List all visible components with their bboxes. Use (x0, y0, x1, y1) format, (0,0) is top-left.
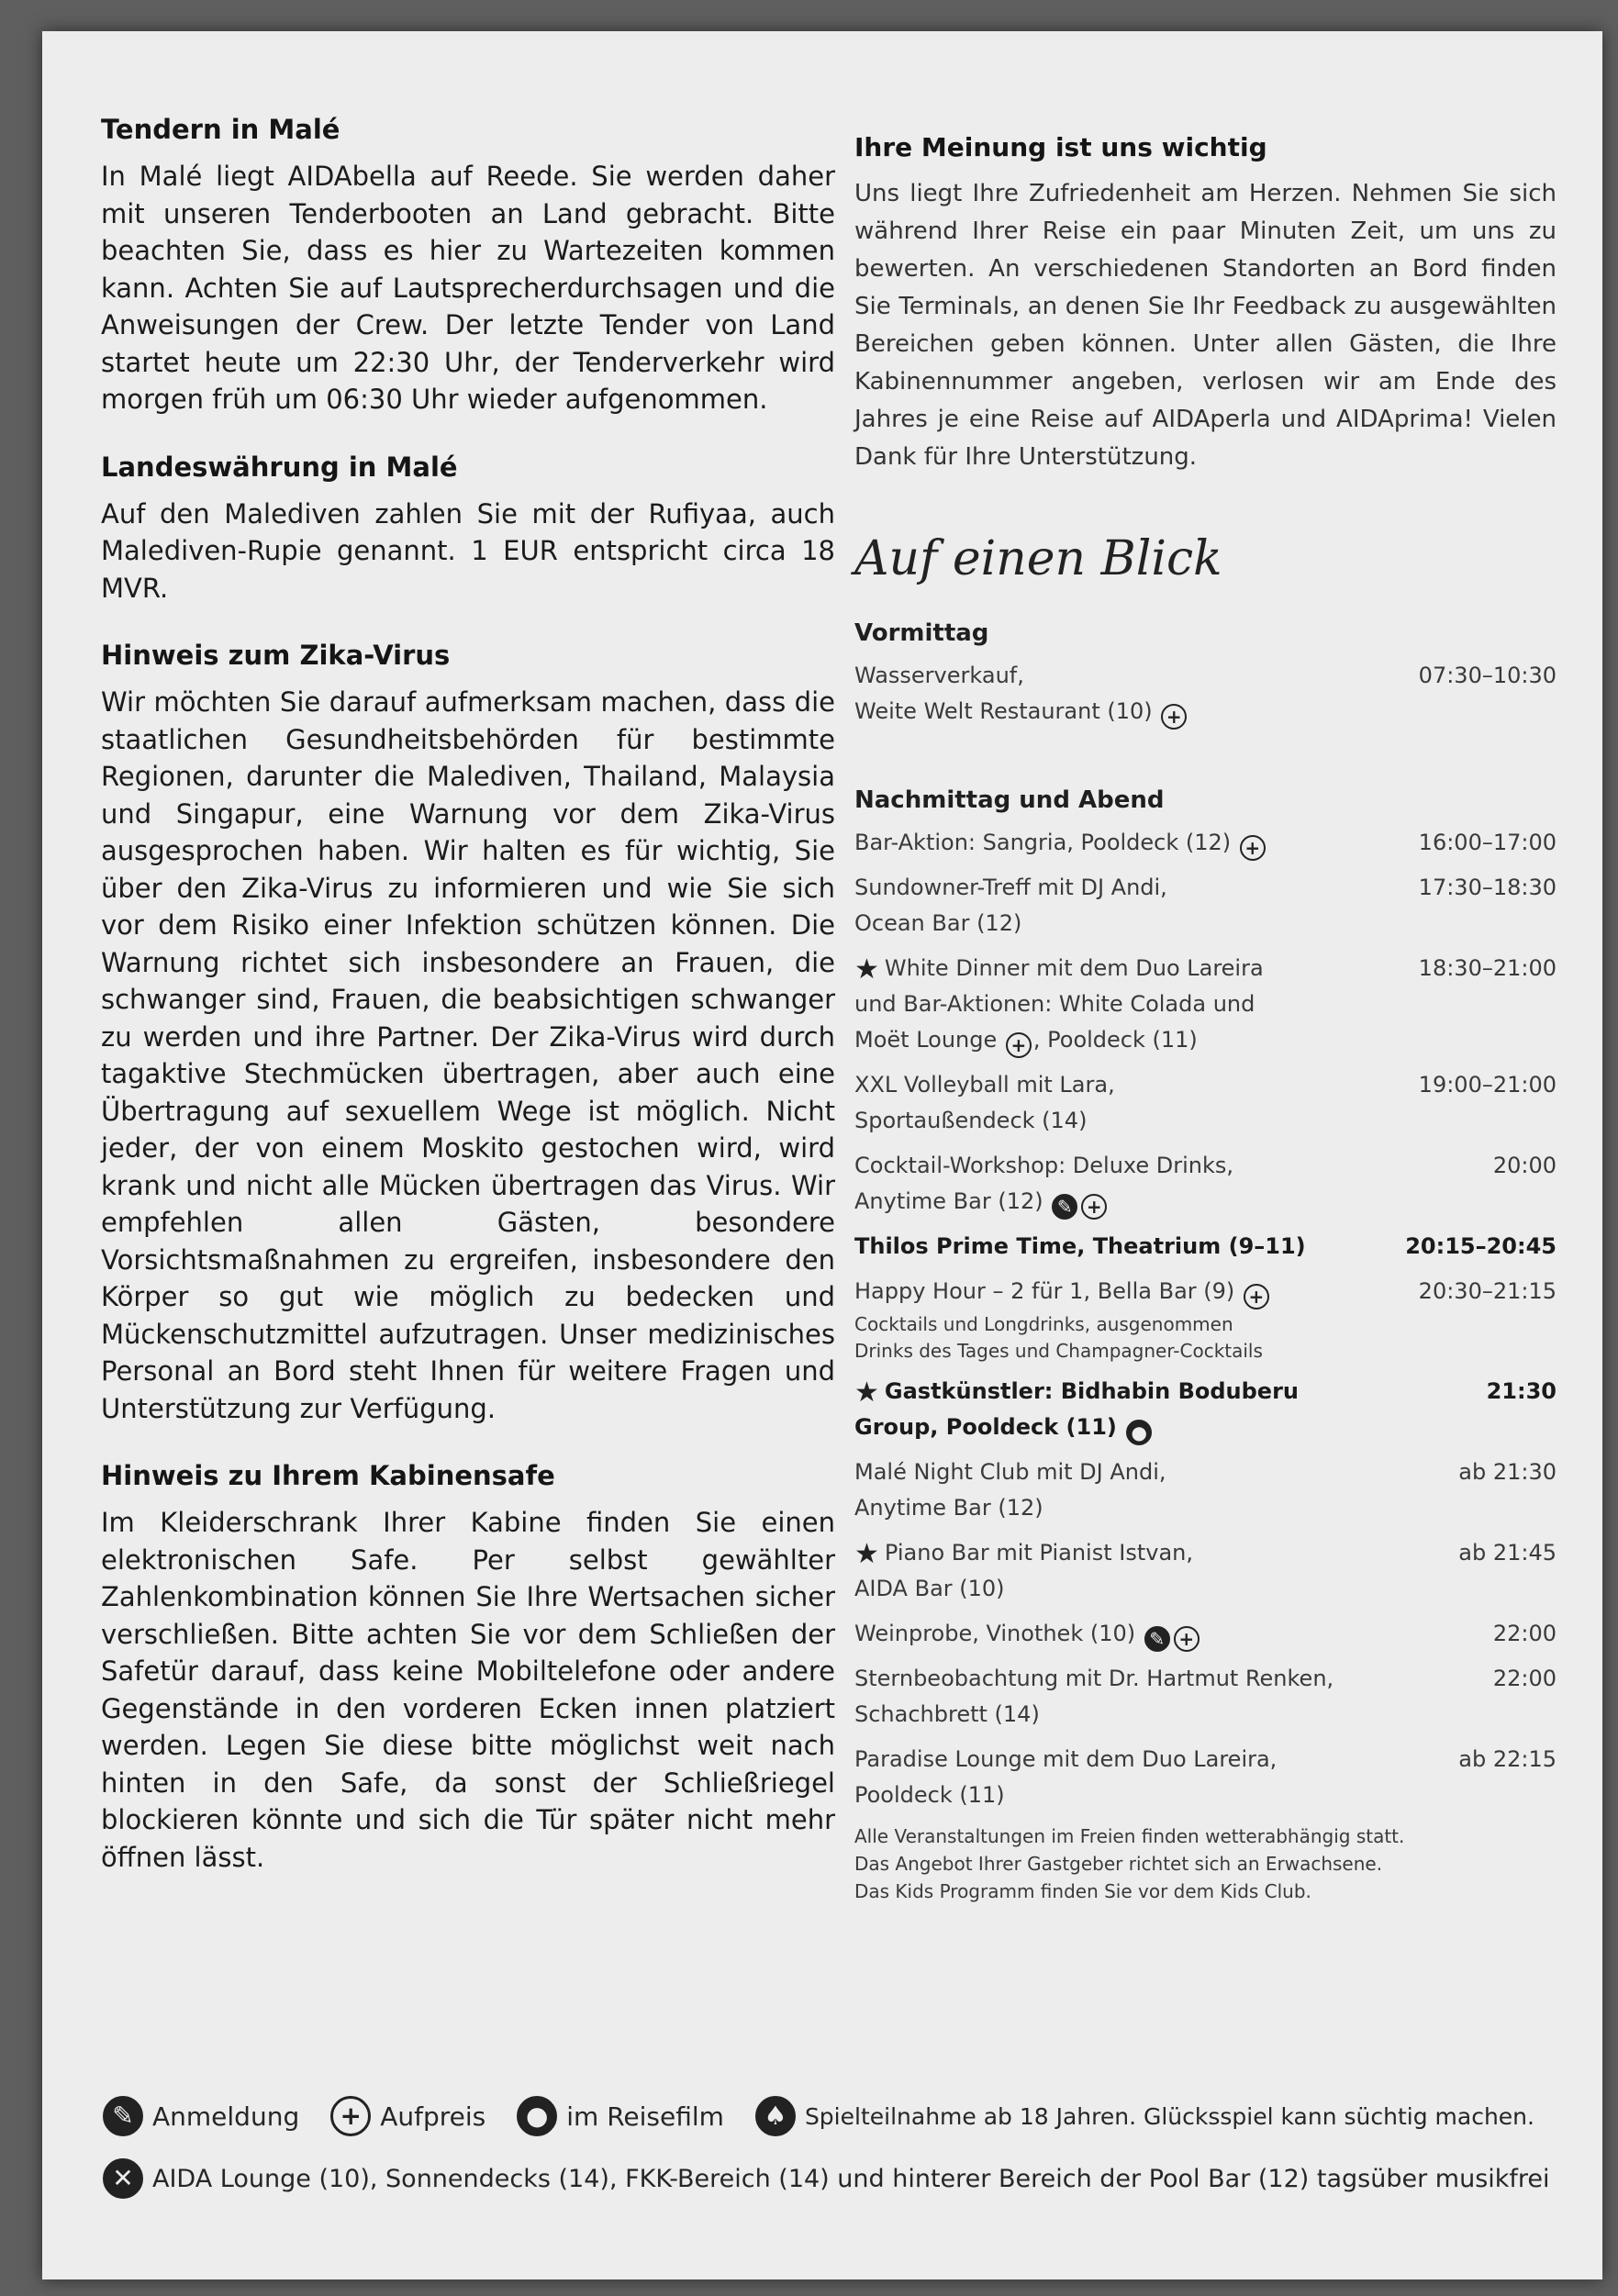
left-column (101, 114, 835, 1909)
event-time: 21:30 (1486, 1378, 1557, 1404)
section-waehrung (101, 451, 835, 607)
plus-circle-icon: + (1174, 1626, 1200, 1652)
star-icon: ★ (854, 1538, 879, 1570)
event-name: Paradise Lounge mit dem Duo Lareira, (854, 1746, 1278, 1772)
legend-item (753, 2096, 1534, 2136)
section-heading: Ihre Meinung ist uns wichtig (854, 132, 1267, 162)
event-name: Thilos Prime Time, Theatrium (9–11) (854, 1233, 1306, 1259)
event-time: 07:30–10:30 (1418, 663, 1557, 688)
section-text: Im Kleiderschrank Ihrer Kabine finden Sie einen elektronischen Safe. Per selbst gewählter Zahlenkombination können Sie Ihre Wertsachen sicher verschließen. Bitte achten Sie vor dem Schließen der Safetür darauf, dass keine Mobiltelefone oder andere Gegenstände in den vorderen Ecken innen platziert werden. Legen Sie diese bitte möglichst weit nach hinten in den Safe, da sonst der Schließriegel blockieren könnte und sich die Tür später nicht mehr öffnen lässt. (101, 1507, 835, 1873)
group-heading-vormittag: Vormittag (854, 619, 989, 647)
event-time: 17:30–18:30 (1418, 875, 1557, 900)
legend-label: AIDA Lounge (10), Sonnendecks (14), FKK-Bereich (14) und hinterer Bereich der Pool Bar (12) tagsüber musikfrei (152, 2164, 1550, 2193)
section-heading: Hinweis zu Ihrem Kabinensafe (101, 1460, 555, 1491)
event-time: 18:30–21:00 (1418, 955, 1557, 981)
program-sheet (42, 31, 1602, 2279)
camera-icon: ● (1126, 1420, 1152, 1445)
section-zika (101, 640, 835, 1427)
star-icon: ★ (854, 953, 879, 986)
event-name: Wasserverkauf, (854, 663, 1024, 688)
event-name: Piano Bar mit Pianist Istvan, (884, 1540, 1193, 1566)
event-name: Gastkünstler: Bidhabin Boduberu (884, 1378, 1299, 1404)
event-item (854, 1742, 1557, 1813)
event-location: Group, Pooldeck (11) (854, 1414, 1117, 1440)
event-name: Happy Hour – 2 für 1, Bella Bar (9) (854, 1278, 1235, 1304)
plus-circle-icon: + (1006, 1032, 1032, 1058)
pencil-icon: ✎ (1052, 1194, 1077, 1220)
event-item (854, 1067, 1557, 1139)
legend-row (101, 2096, 1569, 2136)
event-item (854, 1148, 1557, 1220)
legend-label: Anmeldung (152, 2101, 300, 2132)
schedule-title: Auf einen Blick (854, 531, 1222, 586)
camera-icon: ● (517, 2096, 557, 2136)
footnote-line: Das Kids Programm finden Sie vor dem Kids Club. (854, 1880, 1311, 1902)
event-time: ab 21:45 (1458, 1540, 1557, 1566)
group-heading-nachmittag: Nachmittag und Abend (854, 786, 1165, 814)
event-time: 20:30–21:15 (1418, 1278, 1557, 1304)
event-item (854, 1661, 1557, 1733)
event-location: Schachbrett (14) (854, 1701, 1040, 1727)
event-time: 22:00 (1492, 1666, 1557, 1691)
legend-label: Aufpreis (380, 2101, 486, 2132)
event-item (854, 1455, 1557, 1526)
icon-legend (101, 2096, 1569, 2221)
section-text: In Malé liegt AIDAbella auf Reede. Sie werden daher mit unseren Tenderbooten an Land gebracht. Bitte beachten Sie, dass es hier zu Wartezeiten kommen kann. Achten Sie auf Lautsprecherdurchsagen und die Anweisungen der Crew. Der letzte Tender von Land startet heute um 22:30 Uhr, der Tenderverkehr wird morgen früh um 06:30 Uhr wieder aufgenommen. (101, 161, 835, 415)
event-item (854, 951, 1557, 1058)
section-feedback (854, 132, 1557, 476)
legend-item (515, 2096, 724, 2136)
plus-circle-icon: + (1161, 704, 1187, 730)
event-item (854, 1229, 1557, 1265)
pencil-icon: ✎ (103, 2096, 143, 2136)
legend-item (101, 2158, 1550, 2199)
pencil-icon: ✎ (1144, 1626, 1170, 1652)
event-location: Pooldeck (11) (854, 1782, 1005, 1808)
event-item (854, 1274, 1557, 1365)
plus-circle-icon: + (1240, 835, 1266, 861)
footnotes (854, 1822, 1557, 1905)
legend-item (101, 2096, 299, 2136)
section-safe (101, 1460, 835, 1876)
section-heading: Tendern in Malé (101, 114, 340, 145)
event-time: ab 22:15 (1458, 1746, 1557, 1772)
section-text: Wir möchten Sie darauf aufmerksam machen, dass die staatlichen Gesundheitsbehörden für bestimmte Regionen, darunter die Malediven, Thailand, Malaysia und Singapur, eine Warnung vor dem Zika-Virus ausgesprochen haben. Wir halten es für wichtig, Sie über den Zika-Virus zu informieren und wie Sie sich vor dem Risiko einer Infektion schützen können. Die Warnung richtet sich insbesondere an Frauen, die schwanger sind, Frauen, die beabsichtigen schwanger zu werden und ihre Partner. Der Zika-Virus wird durch tagaktive Stechmücken übertragen, aber auch eine Übertragung auf sexuellem Wege ist möglich. Nicht jeder, der von einem Moskito gestochen wird, wird krank und nicht alle Mücken übertragen das Virus. Wir empfehlen allen Gästen, besondere Vorsichtsmaßnahmen zu ergreifen, insbesondere den Körper so gut wie möglich zu bedecken und Mückenschutzmittel aufzutragen. Unser medizinisches Personal an Bord steht Ihnen für weitere Fragen und Unterstützung zur Verfügung. (101, 686, 835, 1424)
event-time: 20:00 (1492, 1153, 1557, 1178)
event-name: Weinprobe, Vinothek (10) (854, 1621, 1136, 1646)
event-name: Cocktail-Workshop: Deluxe Drinks, (854, 1153, 1234, 1178)
event-name: XXL Volleyball mit Lara, (854, 1072, 1115, 1098)
event-note: Drinks des Tages und Champagner-Cocktails (854, 1340, 1263, 1362)
event-item (854, 870, 1557, 942)
footnote-line: Das Angebot Ihrer Gastgeber richtet sich an Erwachsene. (854, 1853, 1383, 1875)
section-heading: Hinweis zum Zika-Virus (101, 640, 451, 671)
event-name: White Dinner mit dem Duo Lareira (884, 955, 1264, 981)
legend-item (329, 2096, 485, 2136)
legend-row (101, 2158, 1569, 2199)
event-item (854, 658, 1557, 730)
event-name: Sternbeobachtung mit Dr. Hartmut Renken, (854, 1666, 1334, 1691)
event-time: 19:00–21:00 (1418, 1072, 1557, 1098)
event-location: , Pooldeck (11) (1032, 1027, 1198, 1053)
event-location: Weite Welt Restaurant (10) (854, 698, 1153, 724)
event-name: Malé Night Club mit DJ Andi, (854, 1459, 1166, 1485)
section-heading: Landeswährung in Malé (101, 451, 458, 483)
event-time: ab 21:30 (1458, 1459, 1557, 1485)
legend-label: im Reisefilm (566, 2101, 724, 2132)
event-name: Bar-Aktion: Sangria, Pooldeck (12) (854, 830, 1232, 855)
legend-label: Spielteilnahme ab 18 Jahren. Glücksspiel kann süchtig machen. (804, 2102, 1534, 2130)
plus-circle-icon: + (330, 2096, 371, 2136)
section-text: Uns liegt Ihre Zufriedenheit am Herzen. Nehmen Sie sich während Ihrer Reise ein paar Minuten Zeit, um uns zu bewerten. An verschiedenen Standorten an Bord finden Sie Terminals, an denen Sie Ihr Feedback zu ausgewählten Bereichen geben können. Unter allen Gästen, die Ihre Kabinennummer angeben, verlosen wir am Ende des Jahres je eine Reise auf AIDAperla und AIDAprima! Vielen Dank für Ihre Unterstützung. (854, 180, 1557, 471)
event-item (854, 1374, 1557, 1445)
event-time: 16:00–17:00 (1418, 830, 1557, 855)
section-tendern (101, 114, 835, 418)
event-item (854, 1616, 1557, 1652)
event-note: Cocktails und Longdrinks, ausgenommen (854, 1313, 1233, 1335)
event-location: Anytime Bar (12) (854, 1188, 1043, 1214)
event-detail: Moët Lounge (854, 1027, 998, 1053)
plus-circle-icon: + (1244, 1284, 1269, 1310)
section-text: Auf den Malediven zahlen Sie mit der Rufiyaa, auch Malediven-Rupie genannt. 1 EUR entspricht circa 18 MVR. (101, 497, 835, 604)
event-item (854, 825, 1557, 861)
event-location: Ocean Bar (12) (854, 910, 1022, 936)
mute-speaker-icon: ✕ (103, 2158, 143, 2199)
plus-circle-icon: + (1081, 1194, 1107, 1220)
event-time: 20:15–20:45 (1405, 1233, 1557, 1259)
event-detail: und Bar-Aktionen: White Colada und (854, 991, 1255, 1017)
event-location: Anytime Bar (12) (854, 1495, 1043, 1521)
event-name: Sundowner-Treff mit DJ Andi, (854, 875, 1167, 900)
event-time: 22:00 (1492, 1621, 1557, 1646)
spade-icon: ♠ (755, 2096, 796, 2136)
event-location: AIDA Bar (10) (854, 1576, 1005, 1601)
event-location: Sportaußendeck (14) (854, 1108, 1088, 1133)
event-item (854, 1535, 1557, 1607)
right-column (854, 132, 1557, 1905)
footnote-line: Alle Veranstaltungen im Freien finden wetterabhängig statt. (854, 1825, 1405, 1847)
star-icon: ★ (854, 1376, 879, 1409)
